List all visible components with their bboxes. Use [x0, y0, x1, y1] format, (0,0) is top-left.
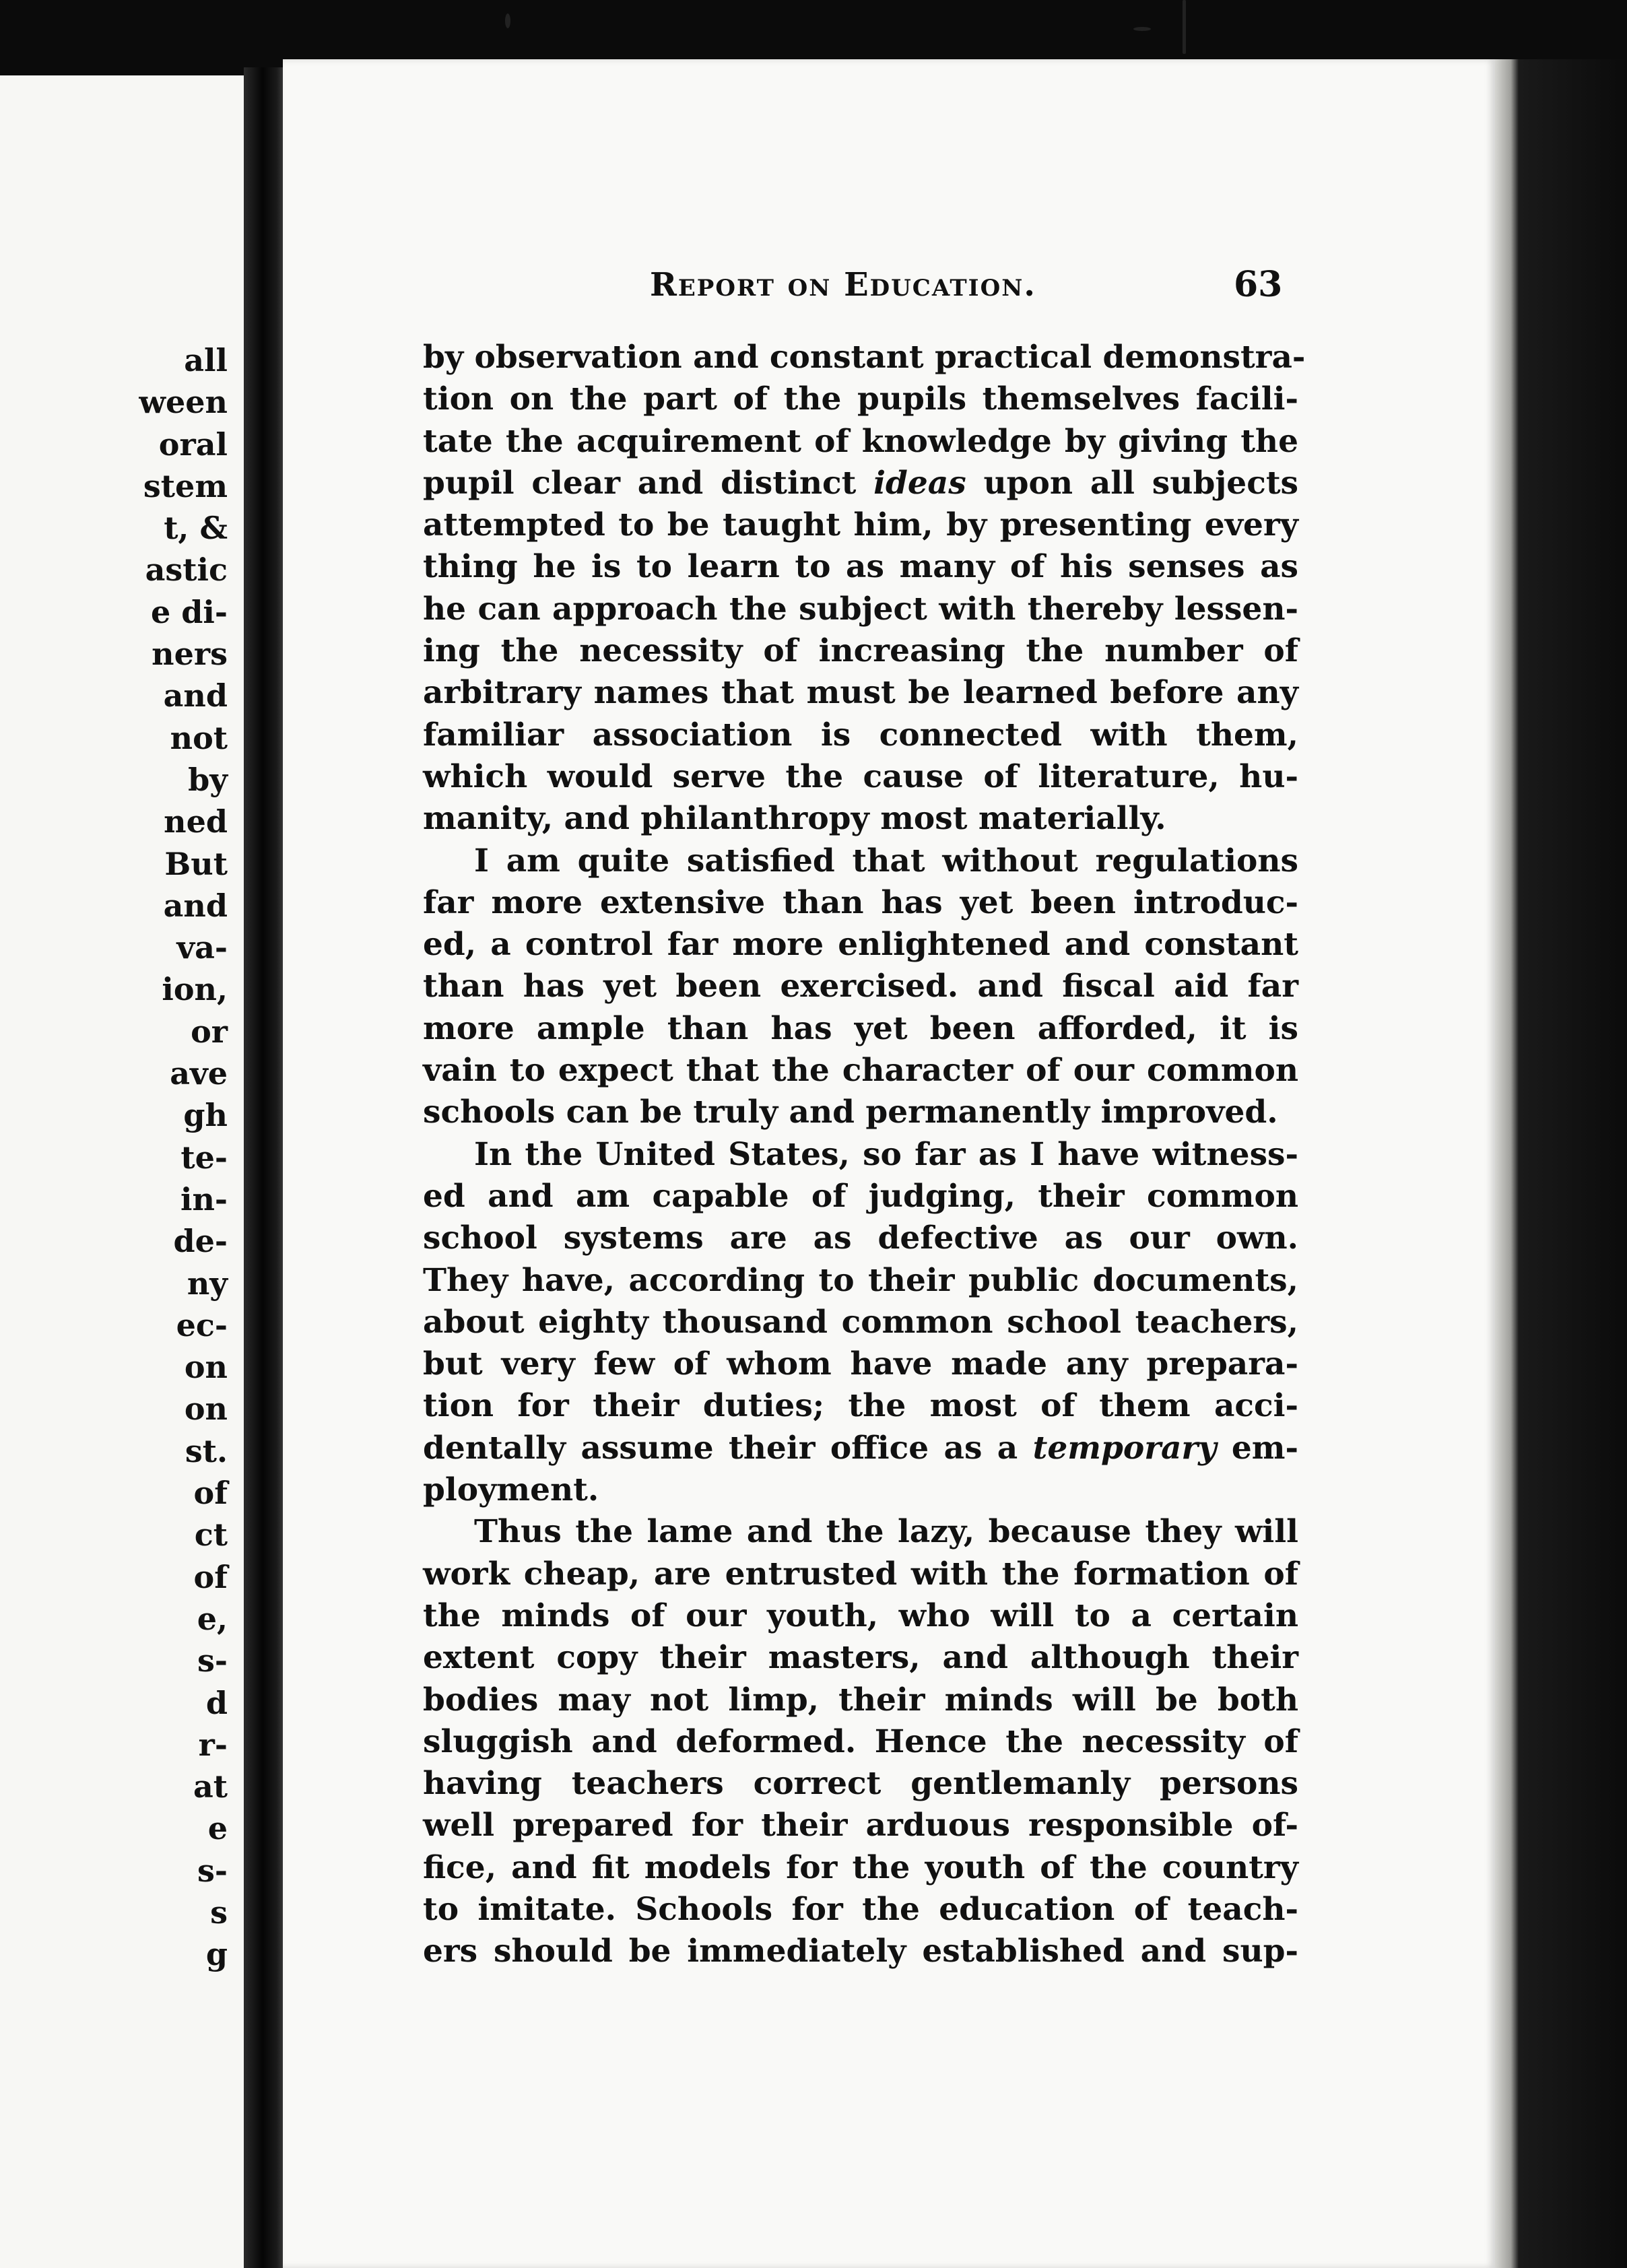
left-fragment: s- — [197, 1852, 228, 1889]
left-fragment: or — [191, 1013, 228, 1050]
text-run: familiar association is connected with them, — [423, 716, 1298, 754]
text-run: thing he is to learn to as many of his senses as — [423, 548, 1298, 586]
text-line — [423, 966, 1298, 1007]
text-line — [423, 1428, 1298, 1469]
left-fragment: stem — [143, 467, 228, 504]
left-fragment: ec- — [176, 1306, 228, 1343]
text-run: They have, according to their public documents, — [423, 1261, 1298, 1299]
left-fragment: in- — [180, 1180, 228, 1218]
text-run: bodies may not limp, their minds will be both — [423, 1681, 1298, 1719]
text-line — [423, 378, 1298, 420]
text-run: but very few of whom have made any prepara- — [423, 1345, 1298, 1383]
text-run: ed and am capable of judging, their common — [423, 1177, 1298, 1215]
text-line — [423, 463, 1298, 504]
left-page-text-fragments — [139, 339, 228, 1976]
text-line — [423, 1889, 1298, 1931]
text-run: which would serve the cause of literature, hu- — [423, 758, 1298, 795]
text-run: schools can be truly and permanently improved. — [423, 1094, 1278, 1131]
text-run: work cheap, are entrusted with the formation of — [423, 1555, 1298, 1593]
text-run: far more extensive than has yet been introduc- — [423, 883, 1298, 921]
text-line — [423, 1134, 1298, 1176]
scan-speck — [505, 13, 510, 28]
left-fragment: not — [170, 719, 228, 756]
text-line — [423, 1931, 1298, 1972]
text-line — [423, 1595, 1298, 1637]
text-run: school systems are as defective as our own. — [423, 1220, 1298, 1257]
left-fragment: and — [163, 887, 228, 924]
text-line — [423, 504, 1298, 546]
left-fragment: astic — [145, 552, 228, 589]
text-run: extent copy their masters, and although their — [423, 1639, 1298, 1677]
text-line — [423, 840, 1298, 882]
left-fragment: va- — [176, 929, 228, 966]
text-line — [423, 1302, 1298, 1343]
text-line — [423, 1176, 1298, 1218]
text-run: ployment. — [423, 1471, 599, 1509]
text-line — [423, 1008, 1298, 1050]
text-line — [423, 1679, 1298, 1721]
text-run: pupil clear and distinct — [423, 464, 874, 502]
left-fragment: s — [210, 1894, 228, 1931]
text-run: having teachers correct gentlemanly persons — [423, 1765, 1298, 1803]
left-fragment: oral — [158, 426, 228, 463]
page-edge — [1495, 59, 1627, 2268]
text-run: tate the acquirement of knowledge by giving the — [423, 422, 1298, 460]
left-fragment: te- — [180, 1139, 228, 1176]
text-line — [423, 1511, 1298, 1553]
text-run: attempted to be taught him, by presenting every — [423, 506, 1298, 544]
left-fragment: all — [184, 342, 228, 378]
text-run: ed, a control far more enlightened and constant — [423, 926, 1298, 964]
text-line — [423, 337, 1306, 378]
body-text — [423, 337, 1306, 1973]
left-fragment: st. — [185, 1432, 228, 1469]
text-run: fice, and fit models for the youth of the country — [423, 1848, 1298, 1886]
text-line — [423, 1050, 1298, 1092]
text-line — [423, 1554, 1298, 1595]
scan-speck — [1183, 0, 1186, 54]
left-fragment: e — [207, 1810, 228, 1847]
left-fragment: ion, — [162, 971, 228, 1008]
text-run: tion on the part of the pupils themselves facili- — [423, 380, 1298, 418]
text-line — [423, 630, 1298, 672]
text-run: than has yet been exercised. and fiscal aid far — [423, 968, 1298, 1005]
text-line — [423, 1805, 1298, 1846]
left-fragment: and — [163, 677, 228, 714]
text-line — [423, 1343, 1298, 1385]
text-run: ing the necessity of increasing the number of — [423, 632, 1298, 670]
text-run: In the United States, so far as I have witness- — [474, 1135, 1298, 1173]
left-fragment: on — [184, 1391, 228, 1428]
text-run: dentally assume their office as a — [423, 1429, 1033, 1467]
page-number: 63 — [1234, 264, 1283, 305]
text-run: manity, and philanthropy most materially. — [423, 800, 1166, 838]
left-fragment: ct — [194, 1516, 228, 1554]
left-page — [0, 75, 251, 2268]
text-run: sluggish and deformed. Hence the necessity of — [423, 1723, 1298, 1760]
text-run: I am quite satisfied that without regulations — [474, 842, 1298, 879]
text-line — [423, 1260, 1298, 1302]
text-line — [423, 672, 1298, 714]
text-line — [423, 1218, 1298, 1259]
text-run: about eighty thousand common school teachers, — [423, 1303, 1298, 1341]
text-line — [423, 589, 1298, 630]
text-line — [423, 1721, 1298, 1763]
text-run: he can approach the subject with thereby lessen- — [423, 590, 1298, 628]
running-head: Report on Education. — [650, 266, 1036, 304]
left-fragment: s- — [197, 1642, 228, 1679]
text-line — [423, 1847, 1298, 1889]
text-run: tion for their duties; the most of them acci- — [423, 1387, 1298, 1425]
left-fragment: ny — [187, 1265, 228, 1302]
text-run: vain to expect that the character of our common — [423, 1052, 1298, 1090]
italic-word: ideas — [873, 464, 966, 502]
text-run: the minds of our youth, who will to a certain — [423, 1597, 1298, 1634]
left-fragment: at — [193, 1768, 228, 1805]
left-fragment: t, & — [164, 510, 228, 547]
left-fragment: de- — [173, 1223, 228, 1260]
text-line — [423, 798, 1298, 840]
text-run: upon all subjects — [966, 464, 1298, 502]
text-run: Thus the lame and the lazy, because they will — [474, 1513, 1298, 1551]
text-run: arbitrary names that must be learned before any — [423, 674, 1298, 712]
left-fragment: But — [164, 845, 228, 882]
left-fragment: e, — [197, 1600, 228, 1637]
text-line — [423, 1092, 1298, 1133]
left-fragment: r- — [198, 1726, 228, 1763]
scan-speck — [1133, 27, 1151, 31]
italic-word: temporary — [1032, 1429, 1217, 1467]
left-fragment: e di- — [150, 593, 228, 630]
text-line — [423, 1763, 1298, 1805]
left-fragment: gh — [183, 1097, 228, 1134]
left-fragment: of — [193, 1475, 228, 1512]
left-fragment: by — [188, 761, 228, 798]
left-fragment: ners — [152, 636, 228, 673]
left-fragment: g — [205, 1936, 228, 1973]
text-line — [423, 714, 1298, 756]
text-line — [423, 1469, 1298, 1511]
left-fragment: of — [193, 1558, 228, 1595]
left-fragment: on — [184, 1349, 228, 1386]
text-run: by observation and constant practical demonstra- — [423, 339, 1306, 376]
left-fragment: d — [205, 1684, 228, 1721]
text-line — [423, 924, 1298, 966]
left-fragment: ave — [170, 1055, 228, 1092]
text-line — [423, 546, 1298, 588]
text-run: ers should be immediately established and sup- — [423, 1933, 1298, 1970]
text-line — [423, 1385, 1298, 1427]
text-line — [423, 1637, 1298, 1679]
text-run: well prepared for their arduous responsible of- — [423, 1807, 1298, 1844]
text-line — [423, 421, 1298, 463]
text-line — [423, 756, 1298, 798]
left-fragment: ween — [139, 384, 228, 421]
text-line — [423, 882, 1298, 924]
text-run: to imitate. Schools for the education of teach- — [423, 1890, 1298, 1928]
left-fragment: ned — [164, 803, 228, 840]
text-run: em- — [1216, 1429, 1299, 1467]
text-run: more ample than has yet been afforded, it is — [423, 1009, 1298, 1047]
